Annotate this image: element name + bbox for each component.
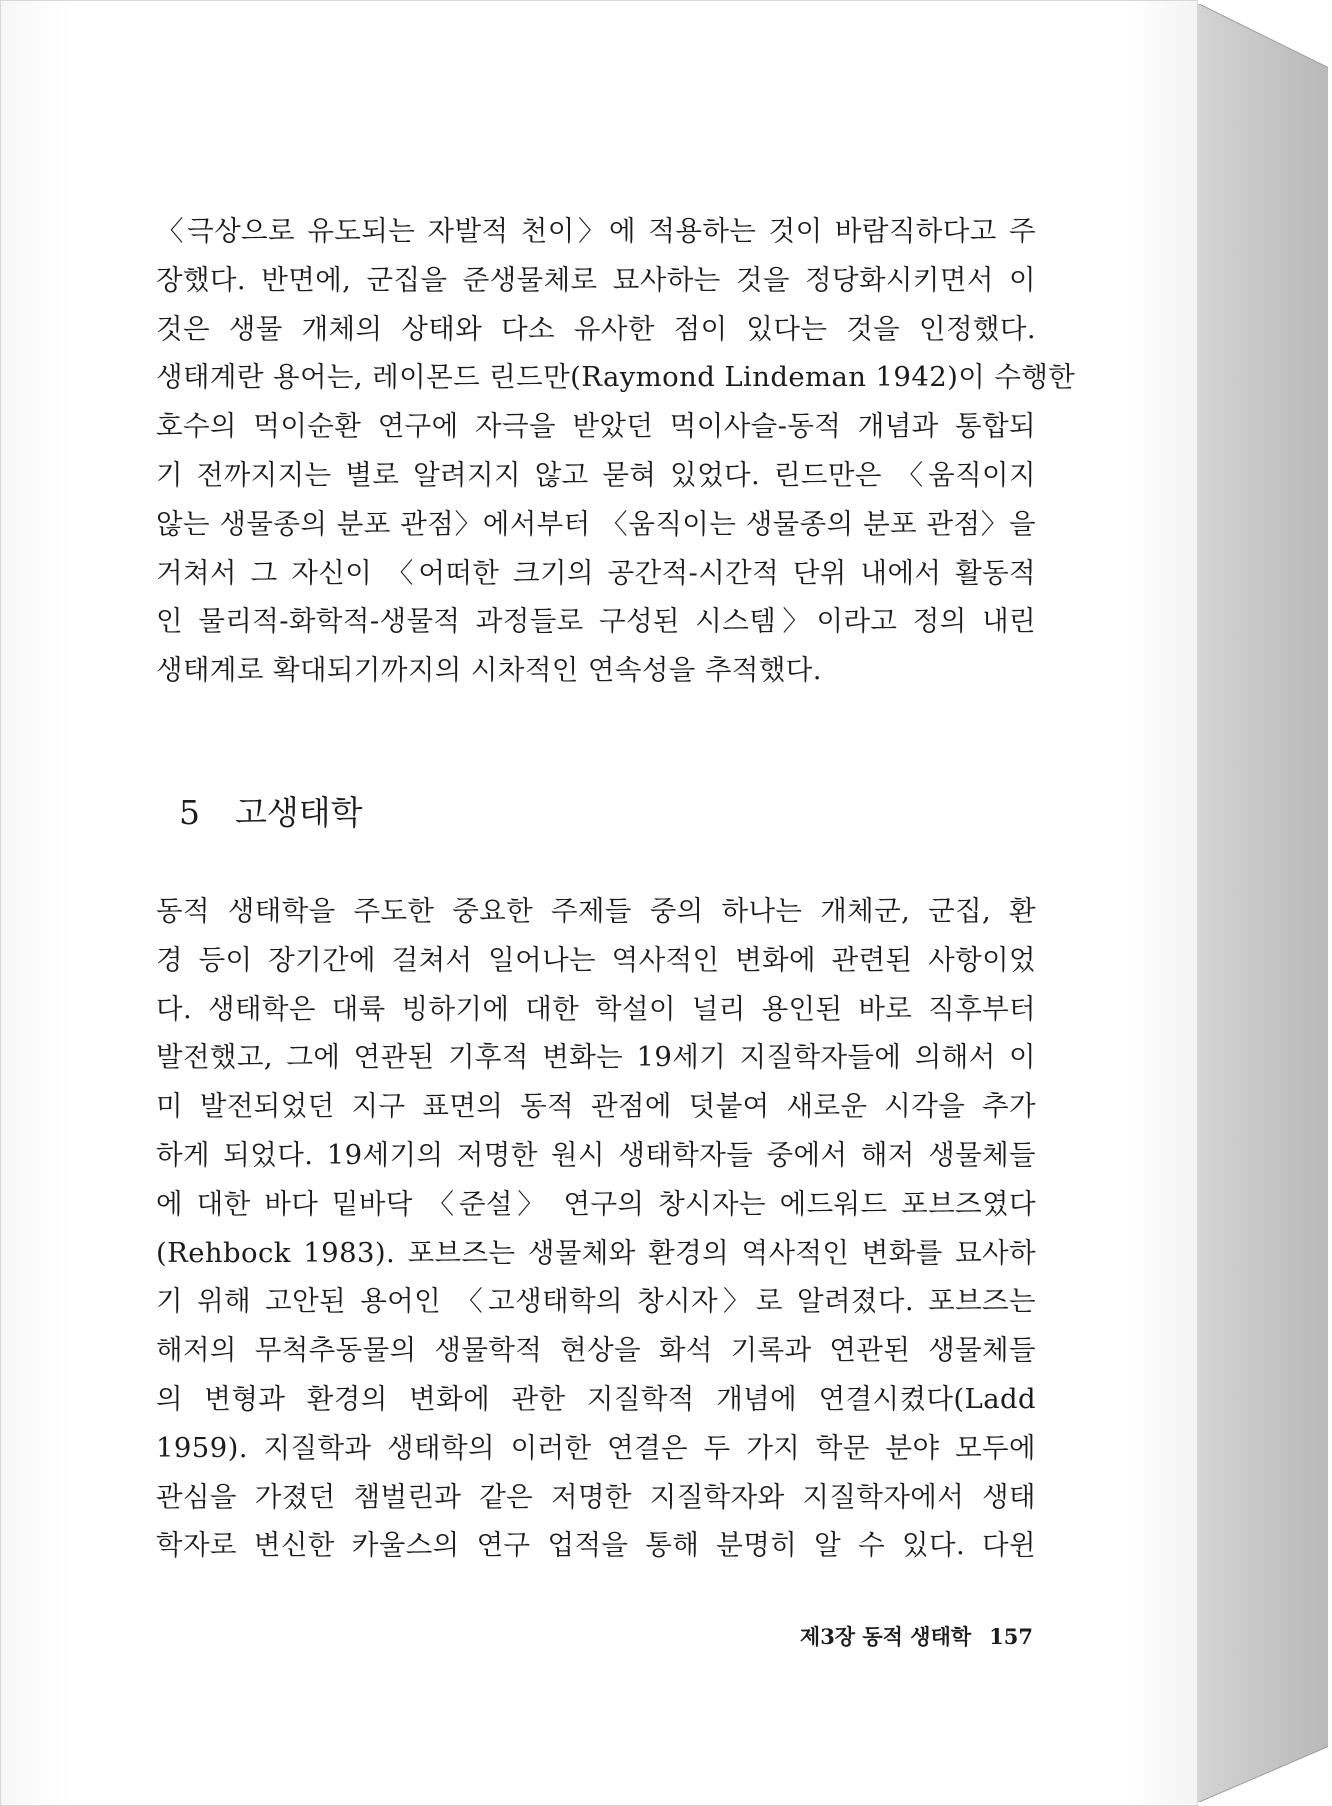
text-line: 해저의 무척추동물의 생물학적 현상을 화석 기록과 연관된 생물체들	[156, 1334, 1036, 1367]
text-line: 것은 생물 개체의 상태와 다소 유사한 점이 있다는 것을 인정했다.	[156, 312, 1036, 345]
text-line: 생태계란 용어는, 레이몬드 린드만(Raymond Lindeman 1942)이 수행한	[156, 361, 1076, 394]
text-line: 기 전까지지는 별로 알려지지 않고 묻혀 있었다. 린드만은 〈움직이지	[156, 458, 1036, 491]
text-line: 의 변형과 환경의 변화에 관한 지질학적 개념에 연결시켰다(Ladd	[156, 1382, 1036, 1415]
section-heading	[179, 787, 363, 834]
section-number: 5	[179, 793, 200, 832]
text-line: 동적 생태학을 주도한 중요한 주제들 중의 하나는 개체군, 군집, 환	[156, 895, 1036, 927]
text-line: 경 등이 장기간에 걸쳐서 일어나는 역사적인 변화에 관련된 사항이었	[156, 943, 1036, 976]
text-line: 인 물리적-화학적-생물적 과정들로 구성된 시스템〉이라고 정의 내린	[156, 605, 1036, 638]
text-line: 학자로 변신한 카울스의 연구 업적을 통해 분명히 알 수 있다. 다윈	[156, 1529, 1036, 1562]
text-line: 거쳐서 그 자신이 〈어떠한 크기의 공간적-시간적 단위 내에서 활동적	[156, 556, 1036, 589]
section-title: 고생태학	[235, 793, 363, 832]
chapter-title: 제3장 동적 생태학	[799, 1624, 972, 1649]
book-spine	[1198, 4, 1328, 1802]
text-line: 1959). 지질학과 생태학의 이러한 연결은 두 가지 학문 분야 모두에	[156, 1431, 1036, 1464]
text-line: 호수의 먹이순환 연구에 자극을 받았던 먹이사슬-동적 개념과 통합되	[156, 410, 1036, 443]
text-line: 않는 생물종의 분포 관점〉에서부터 〈움직이는 생물종의 분포 관점〉을	[156, 507, 1036, 540]
text-line: 관심을 가졌던 챔벌린과 같은 저명한 지질학자와 지질학자에서 생태	[156, 1480, 1036, 1513]
text-line: 하게 되었다. 19세기의 저명한 원시 생태학자들 중에서 해저 생물체들	[156, 1138, 1036, 1171]
text-line: 〈극상으로 유도되는 자발적 천이〉에 적용하는 것이 바람직하다고 주	[156, 215, 1036, 247]
text-line: 에 대한 바다 밑바닥 〈준설〉 연구의 창시자는 에드워드 포브즈였다	[156, 1187, 1036, 1220]
text-line: 기 위해 고안된 용어인 〈고생태학의 창시자〉로 알려졌다. 포브즈는	[156, 1285, 1036, 1318]
text-line: 생태계로 확대되기까지의 시차적인 연속성을 추적했다.	[156, 654, 822, 687]
paragraph-paleoecology	[156, 887, 1036, 1570]
text-line: (Rehbock 1983). 포브즈는 생물체와 환경의 역사적인 변화를 묘사하	[156, 1236, 1036, 1269]
page-number: 157	[989, 1624, 1033, 1649]
text-line: 장했다. 반면에, 군집을 준생물체로 묘사하는 것을 정당화시키면서 이	[156, 263, 1036, 296]
text-line: 미 발전되었던 지구 표면의 동적 관점에 덧붙여 새로운 시각을 추가	[156, 1090, 1036, 1123]
text-line: 다. 생태학은 대륙 빙하기에 대한 학설이 널리 용인된 바로 직후부터	[156, 992, 1036, 1025]
running-footer	[800, 1621, 1033, 1651]
text-line: 발전했고, 그에 연관된 기후적 변화는 19세기 지질학자들에 의해서 이	[156, 1041, 1036, 1074]
paragraph-continued	[156, 207, 1076, 695]
